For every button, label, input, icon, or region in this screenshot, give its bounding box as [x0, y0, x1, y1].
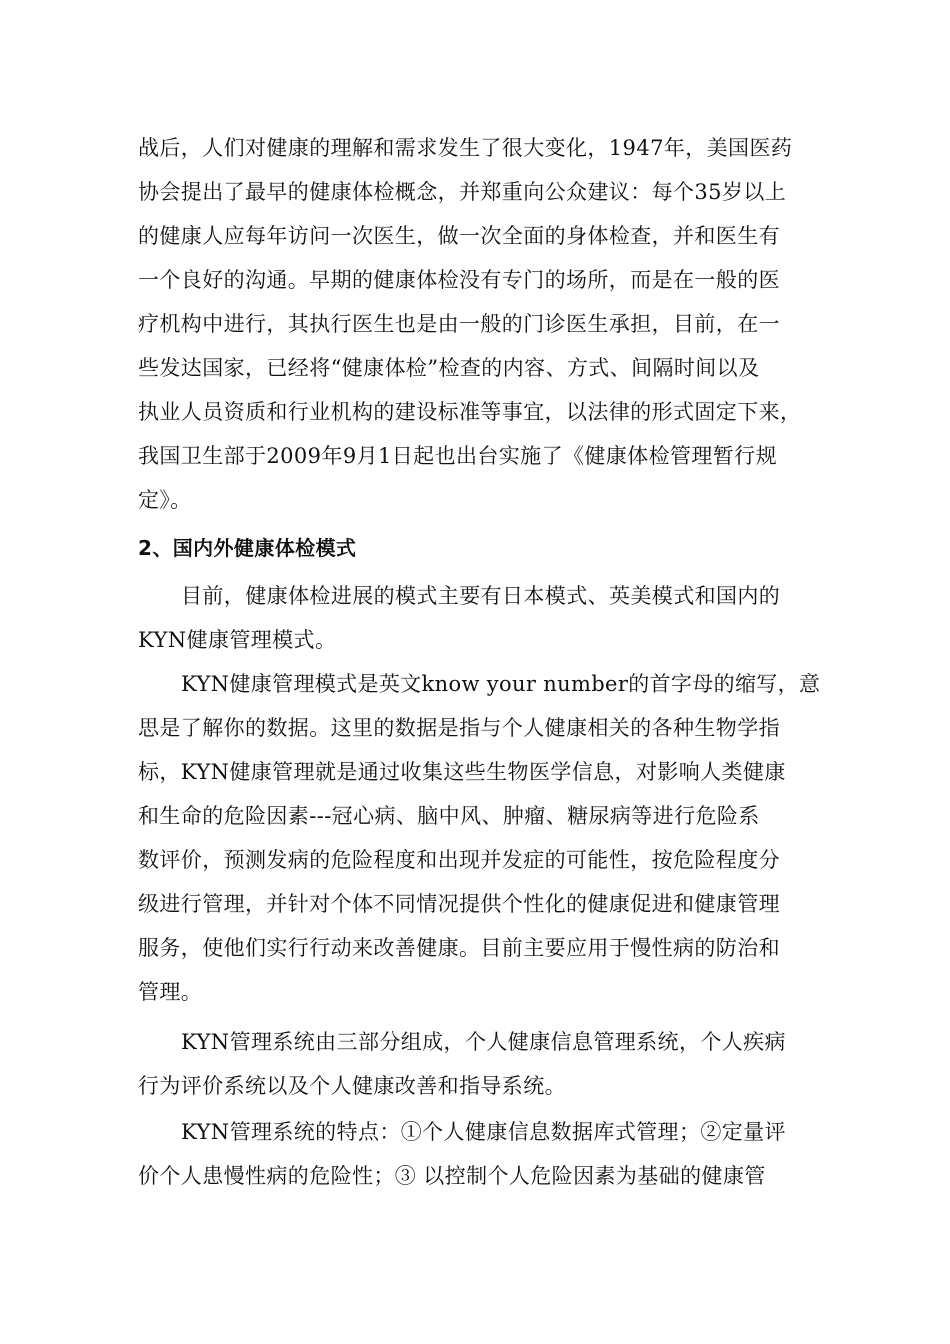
text-line: 的健康人应每年访问一次医生，做一次全面的身体检查，并和医生有	[138, 224, 780, 248]
text-line: 战后，人们对健康的理解和需求发生了很大变化，1947年，美国医药	[138, 136, 793, 160]
text-line: 协会提出了最早的健康体检概念，并郑重向公众建议：每个35岁以上	[138, 180, 787, 204]
text-line: 标，KYN健康管理就是通过收集这些生物医学信息，对影响人类健康	[138, 760, 786, 784]
text-line: KYN健康管理模式是英文know your number的首字母的缩写，意	[181, 672, 821, 696]
text-line: 思是了解你的数据。这里的数据是指与个人健康相关的各种生物学指	[138, 716, 780, 740]
text-line: 定》。	[138, 488, 192, 512]
text-line: KYN管理系统由三部分组成，个人健康信息管理系统，个人疾病	[181, 1030, 786, 1054]
section-heading: 2、国内外健康体检模式	[138, 536, 357, 560]
text-line: 执业人员资质和行业机构的建设标准等事宜，以法律的形式固定下来，	[138, 400, 802, 424]
text-line: 行为评价系统以及个人健康改善和指导系统。	[138, 1074, 566, 1098]
text-line: 服务，使他们实行行动来改善健康。目前主要应用于慢性病的防治和	[138, 936, 780, 960]
text-line: KYN健康管理模式。	[138, 628, 337, 652]
text-line: 级进行管理，并针对个体不同情况提供个性化的健康促进和健康管理	[138, 892, 780, 916]
text-line: KYN管理系统的特点：①个人健康信息数据库式管理；②定量评	[181, 1120, 786, 1144]
text-line: 疗机构中进行，其执行医生也是由一般的门诊医生承担，目前，在一	[138, 312, 780, 336]
text-line: 管理。	[138, 980, 203, 1004]
text-line: 一个良好的沟通。早期的健康体检没有专门的场所，而是在一般的医	[138, 268, 780, 292]
text-line: 我国卫生部于2009年9月1日起也出台实施了《健康体检管理暂行规	[138, 444, 777, 468]
text-line: 数评价，预测发病的危险程度和出现并发症的可能性，按危险程度分	[138, 848, 780, 872]
text-line: 价个人患慢性病的危险性；③ 以控制个人危险因素为基础的健康管	[138, 1164, 766, 1188]
text-line: 和生命的危险因素---冠心病、脑中风、肿瘤、糖尿病等进行危险系	[138, 804, 760, 828]
text-line: 目前，健康体检进展的模式主要有日本模式、英美模式和国内的	[181, 584, 781, 608]
text-line: 些发达国家，已经将“健康体检”检查的内容、方式、间隔时间以及	[138, 356, 760, 380]
